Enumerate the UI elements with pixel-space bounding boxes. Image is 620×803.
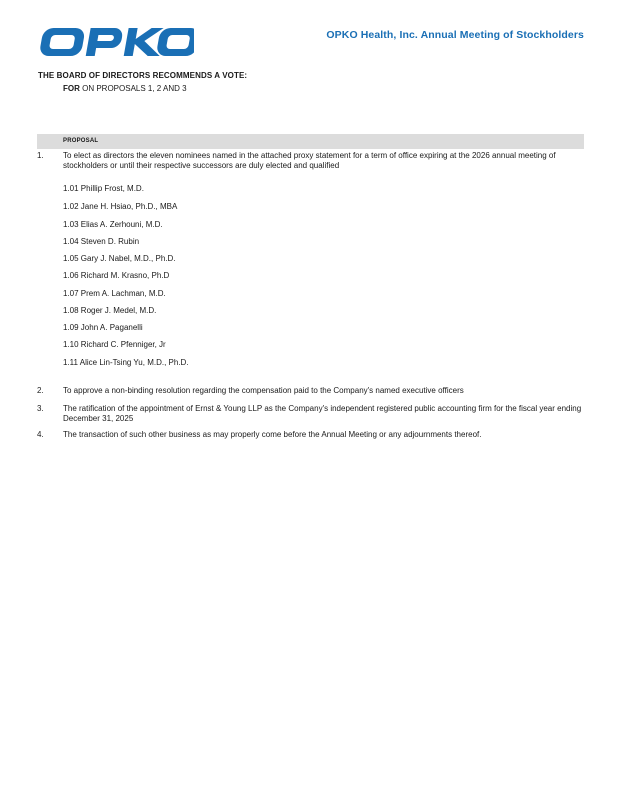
proposal-number: 1. <box>37 151 44 160</box>
nominee-item: 1.07 Prem A. Lachman, M.D. <box>63 289 166 298</box>
proposal-item-2 <box>37 386 584 396</box>
nominee-item: 1.09 John A. Paganelli <box>63 323 143 332</box>
opko-logo-mark <box>40 26 194 58</box>
proposal-number: 2. <box>37 386 44 395</box>
opko-logo <box>40 26 194 58</box>
proposal-number: 3. <box>37 404 44 413</box>
nominee-item: 1.08 Roger J. Medel, M.D. <box>63 306 157 315</box>
meeting-title: OPKO Health, Inc. Annual Meeting of Stockholders <box>326 29 584 41</box>
proposal-number: 4. <box>37 430 44 439</box>
nominee-item: 1.11 Alice Lin-Tsing Yu, M.D., Ph.D. <box>63 358 189 367</box>
nominee-item: 1.05 Gary J. Nabel, M.D., Ph.D. <box>63 254 176 263</box>
nominee-item: 1.04 Steven D. Rubin <box>63 237 140 246</box>
proposal-text: The ratification of the appointment of Ernst & Young LLP as the Company's independent registered public accounting firm for the fiscal year ending December 31, 2025 <box>63 404 582 423</box>
nominee-item: 1.10 Richard C. Pfenniger, Jr <box>63 340 166 349</box>
board-recommendation-heading: THE BOARD OF DIRECTORS RECOMMENDS A VOTE: <box>38 71 248 80</box>
proposal-text: To approve a non-binding resolution regarding the compensation paid to the Company's named executive officers <box>63 386 464 395</box>
board-recommendation-detail <box>63 84 187 93</box>
proposal-header-bar <box>37 134 584 149</box>
nominee-item: 1.03 Elias A. Zerhouni, M.D. <box>63 220 163 229</box>
proposal-item-1 <box>37 151 584 171</box>
proposal-header-label: PROPOSAL <box>63 138 99 144</box>
nominee-item: 1.02 Jane H. Hsiao, Ph.D., MBA <box>63 202 178 211</box>
proposal-text: To elect as directors the eleven nominees named in the attached proxy statement for a term of office expiring at the 2026 annual meeting of stockholders or until their respective successors are duly elected and qualified <box>63 151 556 170</box>
nominee-item: 1.06 Richard M. Krasno, Ph.D <box>63 271 170 280</box>
proposal-item-4 <box>37 430 584 440</box>
nominee-item: 1.01 Phillip Frost, M.D. <box>63 184 144 193</box>
vote-proposals: ON PROPOSALS 1, 2 AND 3 <box>79 84 187 93</box>
proposal-text: The transaction of such other business as may properly come before the Annual Meeting or any adjournments thereof. <box>63 430 482 439</box>
proposal-item-3 <box>37 404 584 424</box>
vote-word: FOR <box>63 84 80 93</box>
